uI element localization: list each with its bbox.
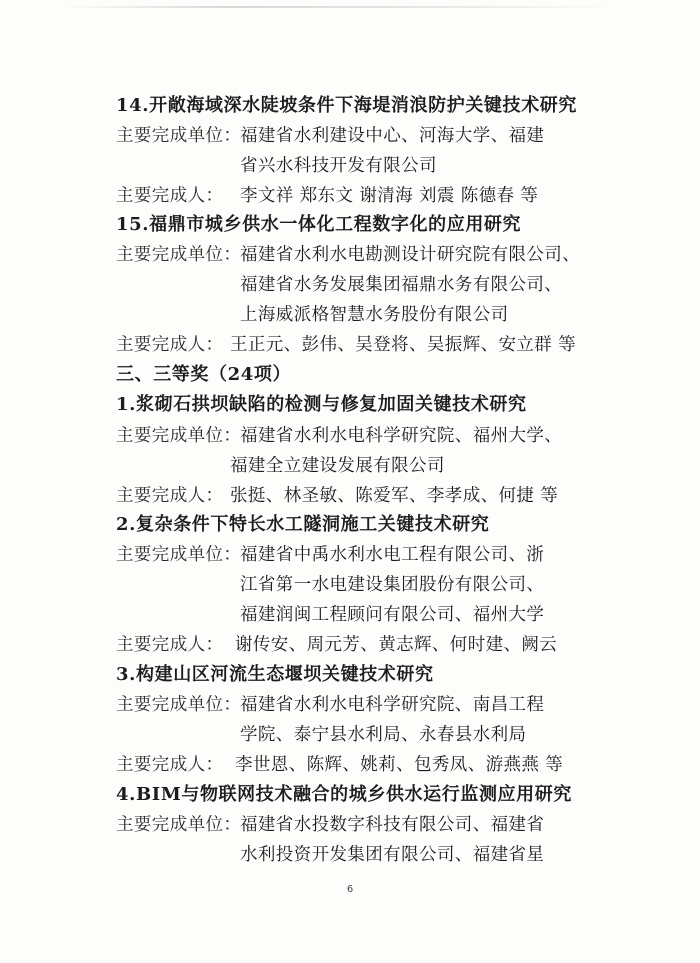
person-label: 主要完成人： — [116, 186, 224, 206]
person-label: 主要完成人： — [116, 755, 224, 775]
unit-label: 主要完成单位： — [116, 426, 242, 446]
unit-line: 水利投资开发集团有限公司、福建省星 — [240, 845, 545, 865]
page-number: 6 — [346, 884, 354, 895]
persons-text: 王正元、彭伟、吴登将、吴振辉、安立群 等 — [230, 335, 577, 355]
unit-line: 福建省中禹水利水电工程有限公司、浙 — [240, 545, 545, 565]
unit-line: 福建省水利水电勘测设计研究院有限公司、 — [240, 245, 581, 265]
person-label: 主要完成人： — [116, 635, 224, 655]
unit-line: 福建省水利建设中心、河海大学、福建 — [240, 126, 545, 146]
entry-title: 14.开敞海域深水陡坡条件下海堤消浪防护关键技术研究 — [116, 95, 577, 116]
unit-label: 主要完成单位： — [116, 545, 242, 565]
entry-title: 2.复杂条件下特长水工隧洞施工关键技术研究 — [116, 514, 490, 535]
person-label: 主要完成人： — [116, 486, 224, 506]
entry-title: 3.构建山区河流生态堰坝关键技术研究 — [116, 664, 434, 685]
entry-title: 4.BIM与物联网技术融合的城乡供水运行监测应用研究 — [116, 784, 572, 805]
persons-text: 李世恩、陈辉、姚莉、包秀凤、游燕燕 等 — [235, 755, 564, 775]
unit-label: 主要完成单位： — [116, 126, 242, 146]
entry-title: 15.福鼎市城乡供水一体化工程数字化的应用研究 — [116, 214, 522, 235]
unit-label: 主要完成单位： — [116, 815, 242, 835]
unit-label: 主要完成单位： — [116, 245, 242, 265]
unit-line: 福建省水利水电科学研究院、福州大学、 — [240, 426, 563, 446]
persons-text: 张挺、林圣敏、陈爱军、李孝成、何捷 等 — [230, 486, 559, 506]
person-label: 主要完成人： — [116, 335, 224, 355]
unit-line: 省兴水科技开发有限公司 — [240, 156, 437, 176]
unit-line: 福建全立建设发展有限公司 — [230, 456, 445, 476]
unit-line: 江省第一水电建设集团股份有限公司、 — [240, 575, 545, 595]
unit-line: 学院、泰宁县水利局、永春县水利局 — [240, 725, 527, 745]
unit-label: 主要完成单位： — [116, 695, 242, 715]
unit-line: 上海威派格智慧水务股份有限公司 — [240, 305, 509, 325]
scan-artifact — [60, 6, 620, 8]
persons-text: 李文祥 郑东文 谢清海 刘震 陈德春 等 — [240, 186, 539, 206]
entry-title: 1.浆砌石拱坝缺陷的检测与修复加固关键技术研究 — [116, 394, 527, 415]
persons-text: 谢传安、周元芳、黄志辉、何时建、阙云 — [235, 635, 558, 655]
unit-line: 福建省水投数字科技有限公司、福建省 — [240, 815, 545, 835]
unit-line: 福建省水务发展集团福鼎水务有限公司、 — [240, 275, 563, 295]
unit-line: 福建润闽工程顾问有限公司、福州大学 — [240, 605, 545, 625]
unit-line: 福建省水利水电科学研究院、南昌工程 — [240, 695, 545, 715]
section-heading: 三、三等奖（24项） — [116, 364, 292, 385]
